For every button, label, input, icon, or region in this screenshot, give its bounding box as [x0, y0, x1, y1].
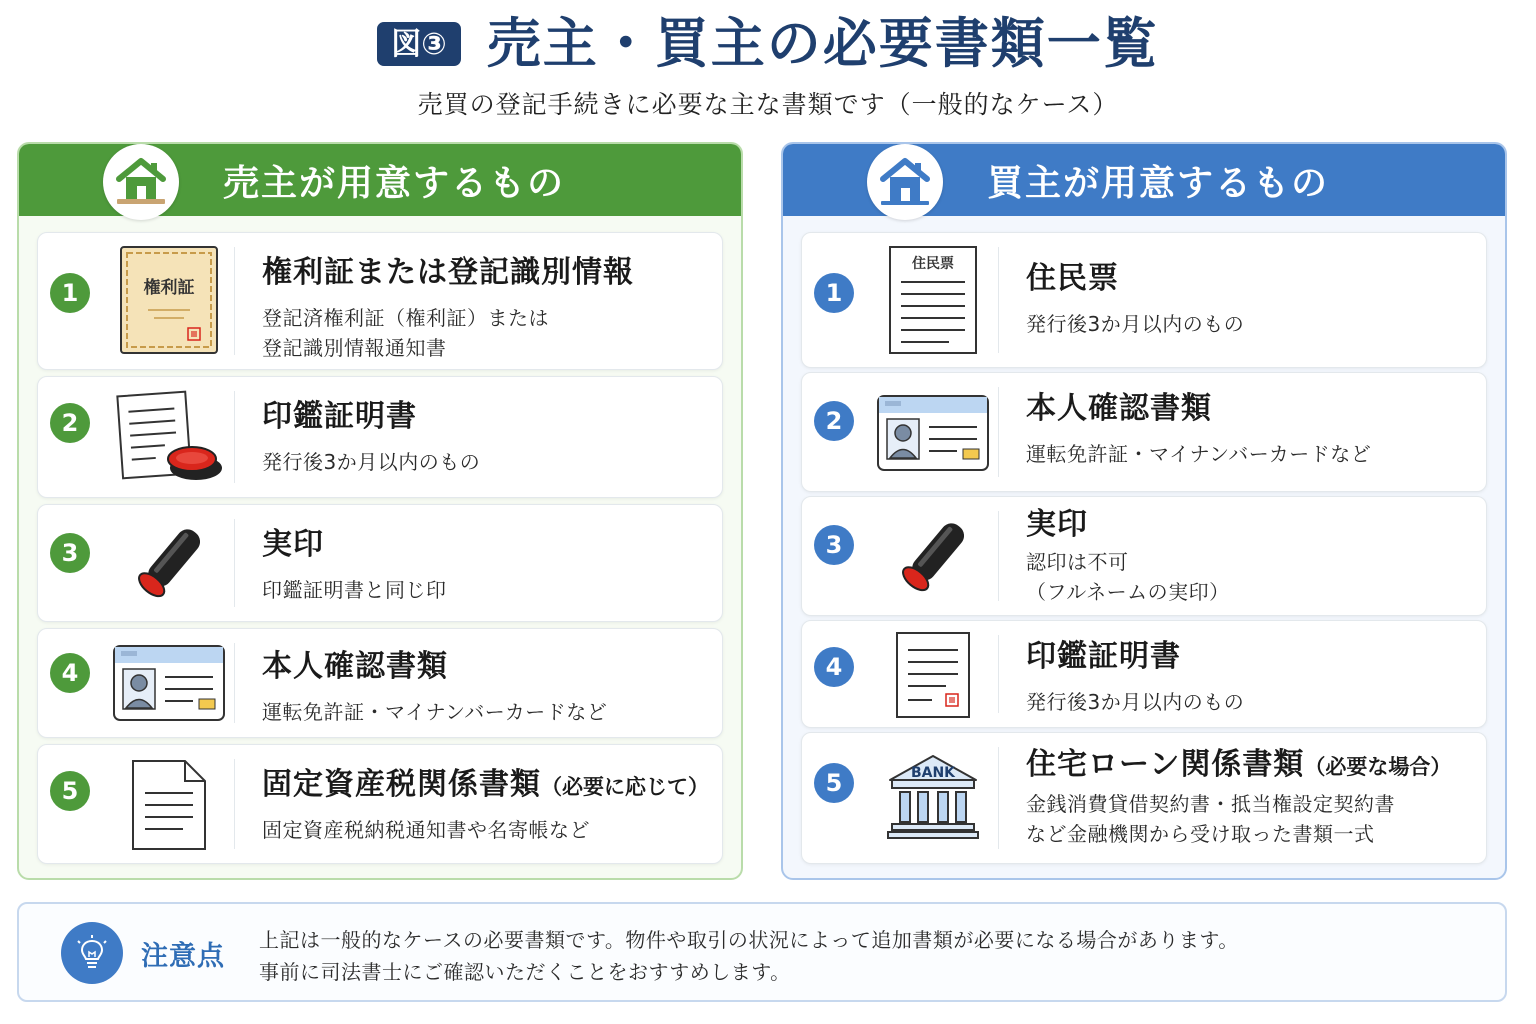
buyer-heading: 買主が用意するもの: [987, 162, 1330, 204]
item-text: [262, 255, 710, 363]
list-item: [37, 232, 723, 370]
list-item: [37, 744, 723, 864]
list-item: [37, 628, 723, 738]
item-description: [262, 575, 710, 605]
item-title-text: 住宅ローン関係書類: [1026, 747, 1305, 782]
description-line: 固定資産税納税通知書や名寄帳など: [262, 818, 590, 842]
item-title: [1026, 747, 1474, 783]
divider: [234, 391, 235, 483]
notice-line: 上記は一般的なケースの必要書類です。物件や取引の状況によって追加書類が必要になる場合があります。: [259, 928, 1239, 952]
notice-label: 注意点: [141, 941, 225, 972]
divider: [998, 635, 999, 713]
bank-label: BANK: [910, 765, 956, 781]
description-line: 運転免許証・マイナンバーカードなど: [262, 700, 608, 724]
item-text: [1026, 639, 1474, 717]
list-item: [801, 372, 1487, 492]
divider: [998, 247, 999, 353]
resident-record-label: 住民票: [912, 256, 954, 272]
item-description: [262, 815, 710, 845]
description-line: （フルネームの実印）: [1026, 580, 1230, 604]
item-text: [1026, 747, 1474, 849]
divider: [998, 387, 999, 477]
seal-icon: [868, 509, 998, 607]
divider: [998, 747, 999, 849]
item-title: 実印: [262, 527, 324, 562]
resident-record-icon: [868, 245, 998, 355]
list-item: [801, 732, 1487, 864]
item-text: [1026, 391, 1474, 469]
item-number: 4: [814, 647, 854, 687]
divider: [998, 511, 999, 601]
id-card-icon: [104, 643, 234, 723]
document-stamp-icon: [104, 387, 234, 487]
item-number: 5: [814, 763, 854, 803]
item-description: [1026, 687, 1474, 717]
description-line: 金銭消費貸借契約書・抵当権設定契約書: [1026, 792, 1395, 816]
list-item: [37, 504, 723, 622]
item-text: [262, 649, 710, 727]
list-item: [801, 620, 1487, 728]
list-item: [801, 232, 1487, 368]
item-text: [262, 767, 710, 845]
item-number: 1: [50, 273, 90, 313]
divider: [234, 247, 235, 355]
item-title-text: 固定資産税関係書類: [262, 767, 541, 802]
description-line: など金融機関から受け取った書類一式: [1026, 822, 1375, 846]
id-card-icon: [868, 393, 998, 473]
description-line: 登記済権利証（権利証）または: [262, 306, 549, 330]
buyer-panel: [781, 142, 1507, 880]
description-line: 認印は不可: [1026, 550, 1129, 574]
seal-icon: [104, 515, 234, 613]
title-row: [0, 14, 1536, 73]
item-text: [262, 399, 710, 477]
item-description: [1026, 789, 1474, 849]
item-title: [262, 767, 710, 803]
item-number: 5: [50, 771, 90, 811]
notice-text: [259, 924, 1239, 988]
item-title-note: （必要な場合）: [1304, 755, 1452, 779]
item-title: 印鑑証明書: [262, 399, 417, 434]
item-title: 住民票: [1026, 261, 1119, 296]
item-description: [262, 447, 710, 477]
item-number: 4: [50, 653, 90, 693]
document-icon: [104, 757, 234, 853]
description-line: 印鑑証明書と同じ印: [262, 578, 447, 602]
seller-heading: 売主が用意するもの: [223, 162, 566, 204]
lightbulb-icon: [61, 922, 123, 984]
description-line: 発行後3か月以内のもの: [1026, 690, 1245, 714]
item-text: [1026, 507, 1474, 607]
item-number: 3: [814, 525, 854, 565]
item-title: 本人確認書類: [262, 649, 448, 684]
item-number: 3: [50, 533, 90, 573]
divider: [234, 759, 235, 849]
item-number: 2: [50, 403, 90, 443]
notice-line: 事前に司法書士にご確認いただくことをおすすめします。: [259, 960, 791, 984]
seller-panel: [17, 142, 743, 880]
item-text: [1026, 261, 1474, 339]
item-description: [1026, 547, 1474, 607]
item-number: 2: [814, 401, 854, 441]
list-item: [801, 496, 1487, 616]
item-title: 実印: [1026, 507, 1088, 542]
item-title-note: （必要に応じて）: [541, 775, 709, 799]
description-line: 発行後3か月以内のもの: [1026, 312, 1245, 336]
item-description: [1026, 309, 1474, 339]
item-description: [262, 697, 710, 727]
figure-badge: 図③: [377, 22, 460, 66]
header: [0, 14, 1536, 121]
notice-box: [17, 902, 1507, 1002]
item-title: 本人確認書類: [1026, 391, 1212, 426]
stamped-document-icon: [868, 631, 998, 719]
certificate-label: 権利証: [143, 278, 195, 298]
house-icon: [867, 144, 943, 220]
divider: [234, 643, 235, 723]
house-icon: [103, 144, 179, 220]
item-description: [1026, 439, 1474, 469]
item-number: 1: [814, 273, 854, 313]
bank-icon: [868, 749, 998, 845]
description-line: 登記識別情報通知書: [262, 336, 447, 360]
page-title: 売主・買主の必要書類一覧: [486, 12, 1159, 75]
seller-panel-header: [19, 144, 741, 216]
item-text: [262, 527, 710, 605]
list-item: [37, 376, 723, 498]
description-line: 運転免許証・マイナンバーカードなど: [1026, 442, 1372, 466]
item-title: 印鑑証明書: [1026, 639, 1181, 674]
certificate-icon: [104, 245, 234, 355]
divider: [234, 519, 235, 607]
buyer-panel-header: [783, 144, 1505, 216]
page-subtitle: 売買の登記手続きに必要な主な書類です（一般的なケース）: [417, 90, 1119, 120]
item-description: [262, 303, 710, 363]
description-line: 発行後3か月以内のもの: [262, 450, 481, 474]
item-title: 権利証または登記識別情報: [262, 255, 634, 290]
